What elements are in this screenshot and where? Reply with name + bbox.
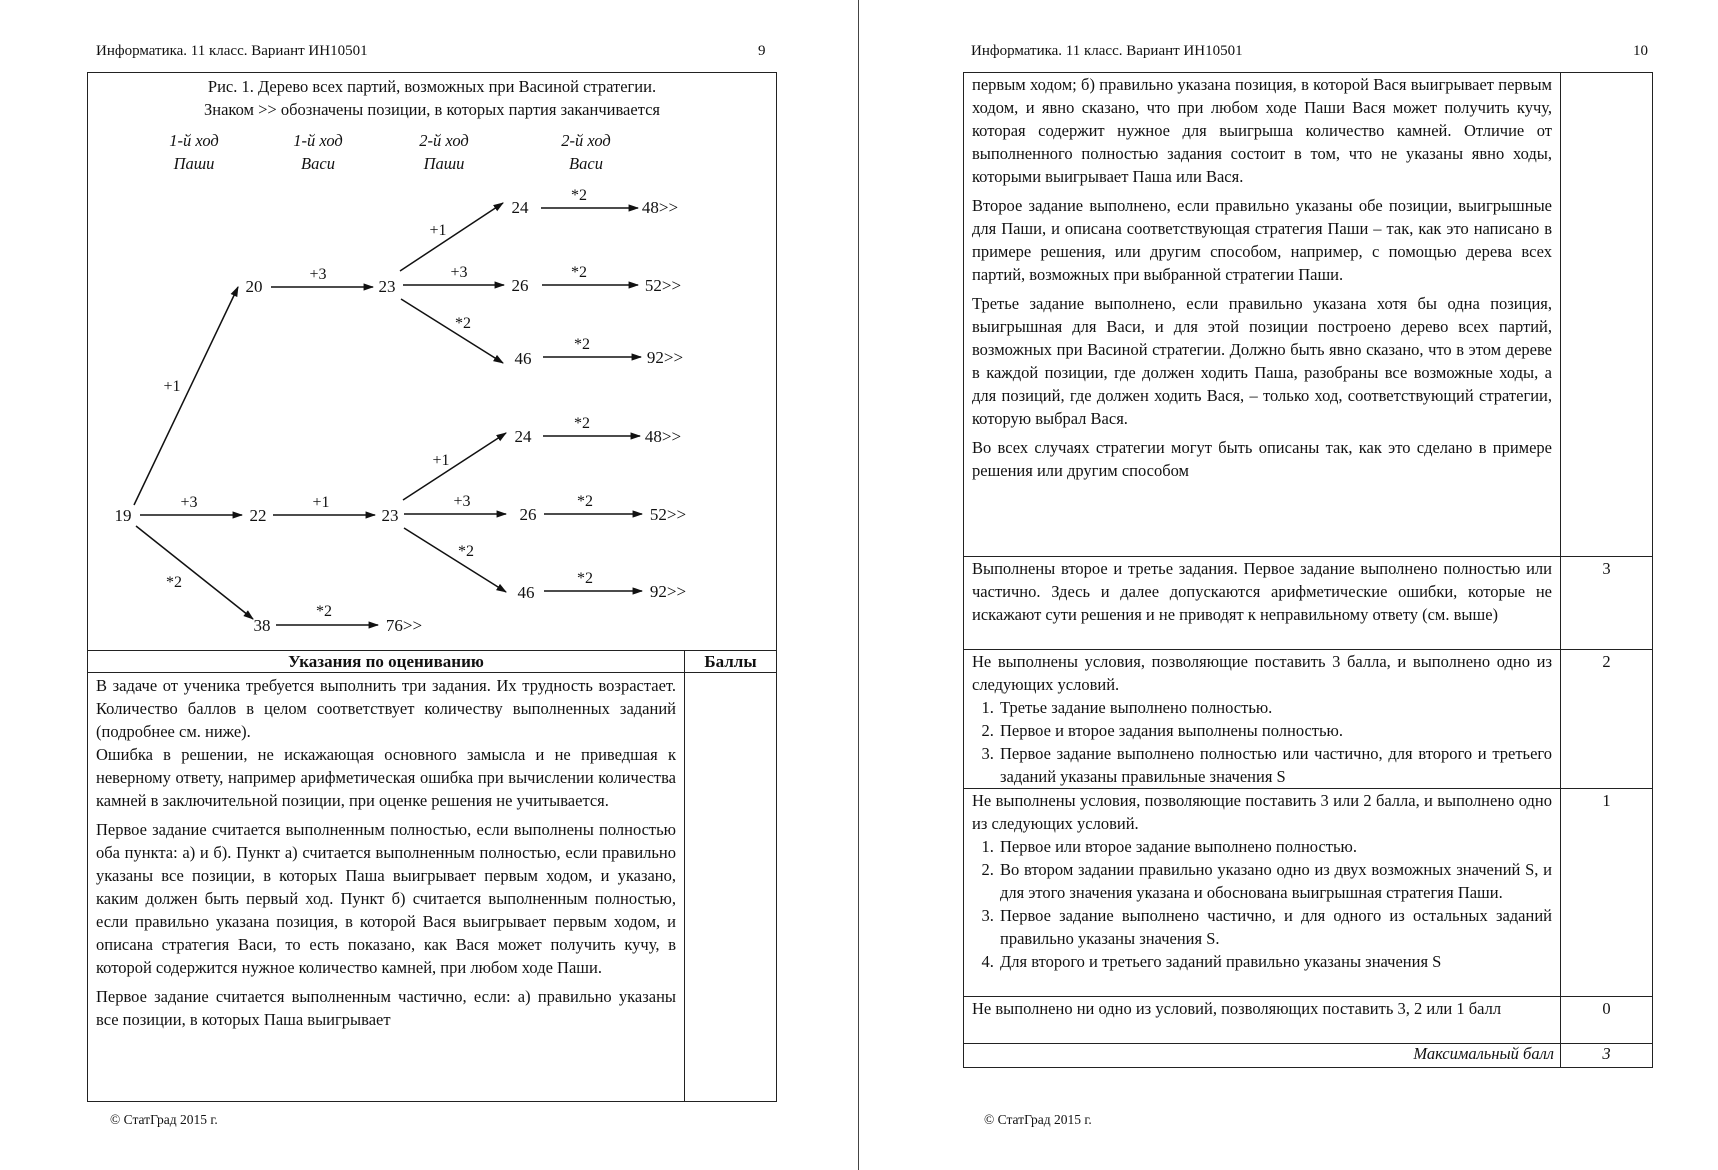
edge-label: *2 [574, 415, 590, 432]
column-header-vasya-2: 2-й ход [561, 131, 611, 150]
tree-node: 26 [511, 276, 529, 295]
criteria-paragraph: Не выполнены условия, позволяющие поставить 3 или 2 балла, и выполнено одно из следующих условий. [972, 791, 1552, 833]
list-item: 3. Первое задание выполнено частично, и для одного из остальных заданий правильно указаны значения S. [998, 904, 1552, 950]
table-rule [88, 650, 776, 651]
tree-node: 22 [249, 506, 267, 525]
criteria-list [972, 696, 1552, 788]
criteria-paragraph: Во всех случаях стратегии могут быть описаны так, как это сделано в примере решения или другим способом [972, 438, 1552, 480]
edge-label: +3 [180, 494, 198, 511]
tree-node: 76>> [385, 616, 423, 635]
criteria-cell [972, 73, 1552, 482]
table-column-rule [684, 650, 685, 1101]
tree-node: 52>> [649, 505, 687, 524]
edge-label: *2 [316, 603, 332, 620]
tree-edge [136, 526, 253, 619]
page-header: Информатика. 11 класс. Вариант ИН10501 [971, 43, 1243, 59]
tree-node: 20 [245, 277, 263, 296]
column-header-pasha-2: 2-й ход [419, 131, 469, 150]
tree-node: 48>> [644, 427, 682, 446]
criteria-cell [972, 650, 1552, 788]
criteria-cell [972, 789, 1552, 973]
tree-edge [401, 299, 503, 363]
edge-label: +3 [309, 266, 327, 283]
max-score-label: Максимальный балл [1413, 1044, 1554, 1063]
column-header-pasha-1-sub: Паши [173, 154, 215, 173]
list-item: 3. Первое задание выполнено полностью или частично, для второго и третьего заданий указаны правильные значения S [998, 742, 1552, 788]
tree-node: 26 [519, 505, 537, 524]
page-number: 10 [1633, 43, 1648, 59]
edge-label: +1 [163, 378, 181, 395]
column-header-vasya-2-sub: Васи [569, 154, 603, 173]
criteria-paragraph: первым ходом; б) правильно указана позиция, в которой Вася выигрывает первым ходом, и явно сказано, что при любом ходе Паши Вася может получить кучу, которая содержит нужное для выигрыша количество камней. Отличие от выполненного полностью задания состоит в том, что не указаны явно ходы, которыми выигрывает Паша или Вася. [972, 75, 1552, 186]
tree-node: 92>> [646, 348, 684, 367]
figure-caption-line: Рис. 1. Дерево всех партий, возможных при Васиной стратегии. [207, 77, 657, 96]
edge-label: +3 [453, 493, 471, 510]
list-item: 2. Во втором задании правильно указано одно из двух возможных значений S, и для этого значения указана и обоснована выигрышная стратегия Паши. [998, 858, 1552, 904]
table-rule [88, 672, 776, 673]
edge-label: +3 [450, 264, 468, 281]
tree-edge [134, 287, 238, 505]
tree-node: 92>> [649, 582, 687, 601]
column-header-pasha-1: 1-й ход [169, 131, 219, 150]
page-footer: © СтатГрад 2015 г. [984, 1112, 1092, 1127]
score-value: 3 [1602, 559, 1611, 578]
tree-edge [403, 433, 506, 500]
edge-label: *2 [577, 493, 593, 510]
score-value: 2 [1602, 652, 1611, 671]
score-column-header: Баллы [704, 652, 757, 671]
column-header-vasya-1: 1-й ход [293, 131, 343, 150]
tree-edge [400, 203, 503, 271]
content-frame [87, 72, 777, 1102]
criteria-table [963, 72, 1653, 1068]
tree-node: 23 [378, 277, 396, 296]
edge-label: *2 [458, 543, 474, 560]
tree-node: 24 [511, 198, 529, 217]
criteria-list [972, 835, 1552, 973]
criteria-paragraph: Первое задание считается выполненным полностью, если выполнены полностью оба пункта: а) и б). Пункт а) считается выполненным полностью, если правильно указаны все позиции, в которых Паша выигрывает первым ходом, и указано, каким должен быть первый ход. Пункт б) считается выполненным полностью, если правильно указана позиция, в которой Вася выигрывает первым ходом, и описана стратегия Васи, то есть показано, как Вася может получить кучу, в которой содержится нужное количество камней, при любом ходе Паши. [96, 820, 676, 977]
edge-label: *2 [574, 336, 590, 353]
score-value: 0 [1602, 999, 1611, 1018]
criteria-cell [972, 997, 1552, 1020]
edge-label: *2 [577, 570, 593, 587]
edge-label: *2 [571, 187, 587, 204]
criteria-paragraph: Второе задание выполнено, если правильно указаны обе позиции, выигрышные для Паши, и описана соответствующая стратегия Паши – так, как это написано в примере решения, или другим способом, например, с помощью дерева всех партий, возможных при выбранной стратегии Паши. [972, 196, 1552, 284]
figure-caption-line: Знаком >> обозначены позиции, в которых партия заканчивается [203, 100, 661, 119]
column-header-pasha-2-sub: Паши [423, 154, 465, 173]
page-number: 9 [758, 43, 766, 59]
criteria-paragraph: Выполнены второе и третье задания. Первое задание выполнено полностью или частично. Здесь и далее допускаются арифметические ошибки, которые не искажают сути решения и не приводят к неправильному ответу (см. выше) [972, 559, 1552, 624]
edge-label: *2 [166, 574, 182, 591]
page-header: Информатика. 11 класс. Вариант ИН10501 [96, 43, 368, 59]
edge-label: *2 [571, 264, 587, 281]
tree-node: 23 [381, 506, 399, 525]
list-item: 1. Первое или второе задание выполнено полностью. [998, 835, 1552, 858]
score-value: 1 [1602, 791, 1611, 810]
tree-edge [404, 528, 506, 592]
criteria-paragraph: Не выполнено ни одно из условий, позволяющих поставить 3, 2 или 1 балл [972, 999, 1502, 1018]
list-item: 2. Первое и второе задания выполнены полностью. [998, 719, 1552, 742]
criteria-paragraph: Не выполнены условия, позволяющие поставить 3 балла, и выполнено одно из следующих условий. [972, 652, 1552, 694]
list-item: 1. Третье задание выполнено полностью. [998, 696, 1552, 719]
max-score-value: 3 [1602, 1044, 1611, 1063]
left-page [0, 0, 858, 1170]
page-footer: © СтатГрад 2015 г. [110, 1112, 218, 1127]
book-spine [858, 0, 859, 1170]
tree-node: 46 [517, 583, 535, 602]
edge-label: *2 [455, 315, 471, 332]
tree-node-root: 19 [114, 506, 132, 525]
edge-label: +1 [432, 452, 450, 469]
criteria-paragraph: Первое задание считается выполненным частично, если: а) правильно указаны все позиции, в которых Паша выигрывает [96, 987, 676, 1029]
tree-node: 38 [253, 616, 271, 635]
criteria-cell [96, 674, 676, 1031]
tree-node: 24 [514, 427, 532, 446]
criteria-column-header: Указания по оцениванию [288, 652, 484, 671]
tree-node: 52>> [644, 276, 682, 295]
edge-label: +1 [312, 494, 330, 511]
game-tree-diagram [88, 73, 776, 651]
column-header-vasya-1-sub: Васи [301, 154, 335, 173]
edge-label: +1 [429, 222, 447, 239]
criteria-paragraph: Третье задание выполнено, если правильно указана хотя бы одна позиция, выигрышная для Васи, и для этой позиции построено дерево всех партий, возможных при Васиной стратегии. Должно быть явно сказано, что в этом дереве в каждой позиции, где должен ходить Паша, разобраны все возможные ходы, а для позиций, где должен ходить Вася, – только ход, соответствующий стратегии, которую выбрал Вася. [972, 294, 1552, 428]
criteria-paragraph: Ошибка в решении, не искажающая основного замысла и не приведшая к неверному ответу, например арифметическая ошибка при вычислении количества камней в заключительной позиции, при оценке решения не учитывается. [96, 745, 676, 810]
tree-node: 48>> [641, 198, 679, 217]
criteria-cell [972, 557, 1552, 626]
tree-node: 46 [514, 349, 532, 368]
right-page [860, 0, 1718, 1170]
list-item: 4. Для второго и третьего заданий правильно указаны значения S [998, 950, 1552, 973]
criteria-paragraph: В задаче от ученика требуется выполнить три задания. Их трудность возрастает. Количество баллов в целом соответствует количеству выполненных заданий (подробнее см. ниже). [96, 676, 676, 741]
